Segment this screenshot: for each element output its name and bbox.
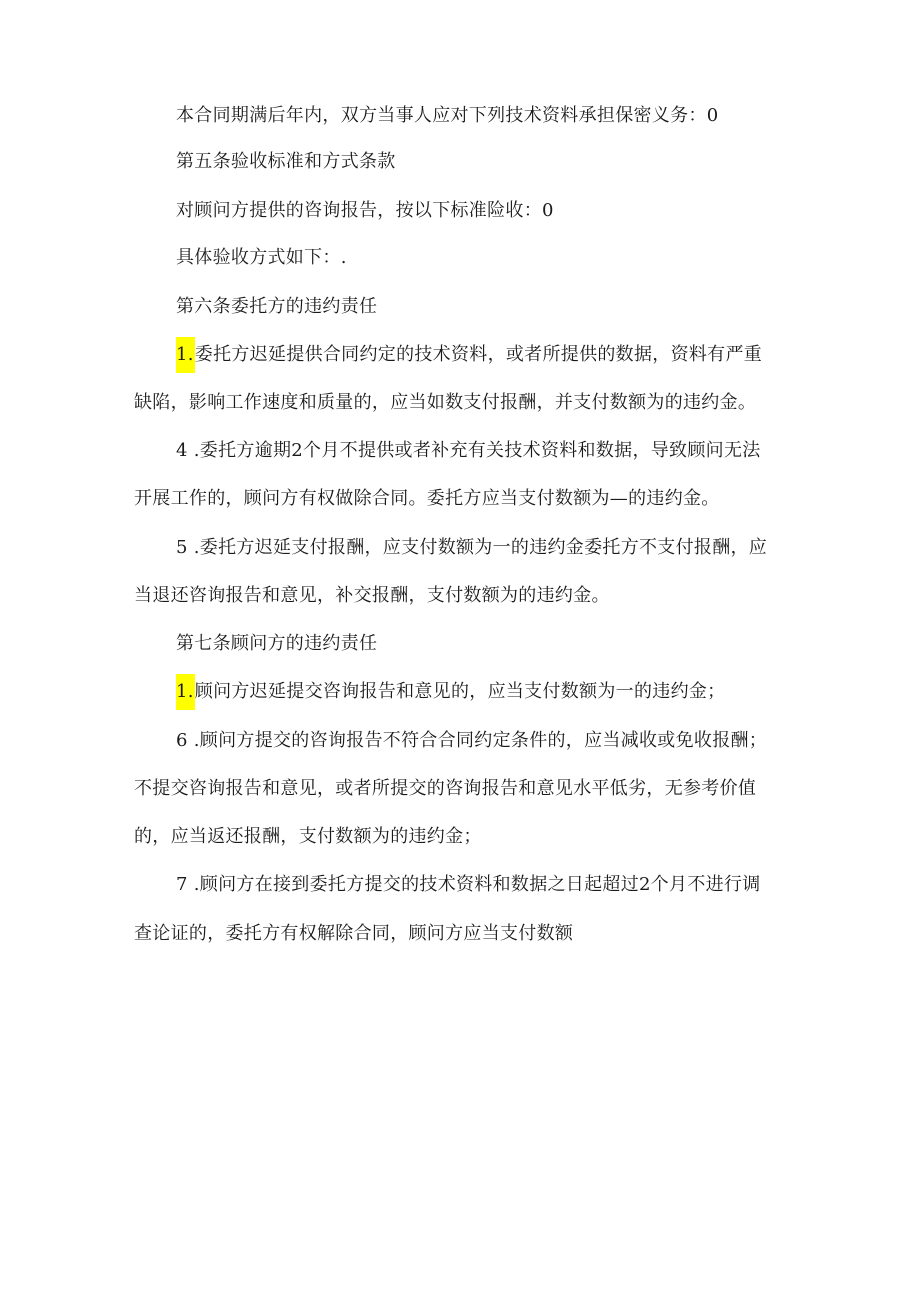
- line-text: 的，应当返还报酬，支付数额为的违约金；: [134, 826, 482, 847]
- line-text: 缺陷，影响工作速度和质量的，应当如数支付报酬，并支付数额为的违约金。: [134, 392, 757, 413]
- clause-7-6-line-1: [176, 729, 767, 753]
- line-text: 不提交咨询报告和意见，或者所提交的咨询报告和意见水平低劣，无参考价值: [134, 778, 757, 799]
- line-text: 委托方迟延支付报酬，应支付数额为一的违约金委托方不支付报酬，应: [199, 537, 768, 558]
- item-number: 5 .: [176, 537, 200, 558]
- clause-7-7-line-1: [176, 873, 761, 897]
- paragraph-confidentiality: [176, 104, 718, 128]
- line-text: 委托方逾期2个月不提供或者补充有关技术资料和数据，导致顾问无法: [199, 440, 761, 461]
- line-text: 第五条验收标准和方式条款: [176, 151, 396, 172]
- line-text: 具体验收方式如下：.: [176, 247, 347, 268]
- line-text: 第七条顾问方的违约责任: [176, 633, 378, 654]
- line-text: 开展工作的，顾问方有权做除合同。委托方应当支付数额为—的违约金。: [134, 488, 720, 509]
- clause-6-5-line-2: [134, 584, 610, 608]
- clause-7-7-line-2: [134, 922, 573, 946]
- heading-article-5: [176, 150, 396, 174]
- line-text: 本合同期满后年内，双方当事人应对下列技术资料承担保密义务：0: [176, 105, 719, 126]
- clause-6-1-line-1: [176, 343, 762, 373]
- line-text: 顾问方迟延提交咨询报告和意见的，应当支付数额为一的违约金；: [194, 681, 726, 702]
- paragraph-acceptance-method: [176, 246, 347, 270]
- clause-6-5-line-1: [176, 536, 767, 560]
- clause-6-4-line-1: [176, 439, 761, 463]
- clause-7-1: [176, 680, 725, 710]
- paragraph-acceptance-standard: [176, 199, 554, 223]
- item-number: 7 .: [176, 874, 200, 895]
- heading-article-6: [176, 295, 377, 319]
- line-text: 查论证的，委托方有权解除合同，顾问方应当支付数额: [134, 923, 574, 944]
- heading-article-7: [176, 632, 377, 656]
- line-text: 顾问方提交的咨询报告不符合合同约定条件的，应当减收或免收报酬；: [199, 730, 768, 751]
- clause-6-1-line-2: [134, 391, 756, 415]
- highlighted-item-number: 1.: [176, 674, 195, 710]
- line-text: 顾问方在接到委托方提交的技术资料和数据之日起超过2个月不进行调: [199, 874, 761, 895]
- clause-6-4-line-2: [134, 487, 720, 511]
- clause-7-6-line-3: [134, 825, 482, 849]
- item-number: 4 .: [176, 440, 200, 461]
- item-number: 6 .: [176, 730, 200, 751]
- line-text: 当退还咨询报告和意见，补交报酬，支付数额为的违约金。: [134, 585, 610, 606]
- line-text: 对顾问方提供的咨询报告，按以下标准险收：0: [176, 200, 554, 221]
- line-text: 委托方迟延提供合同约定的技术资料，或者所提供的数据，资料有严重: [194, 344, 763, 365]
- clause-7-6-line-2: [134, 777, 756, 801]
- line-text: 第六条委托方的违约责任: [176, 296, 378, 317]
- highlighted-item-number: 1.: [176, 337, 195, 373]
